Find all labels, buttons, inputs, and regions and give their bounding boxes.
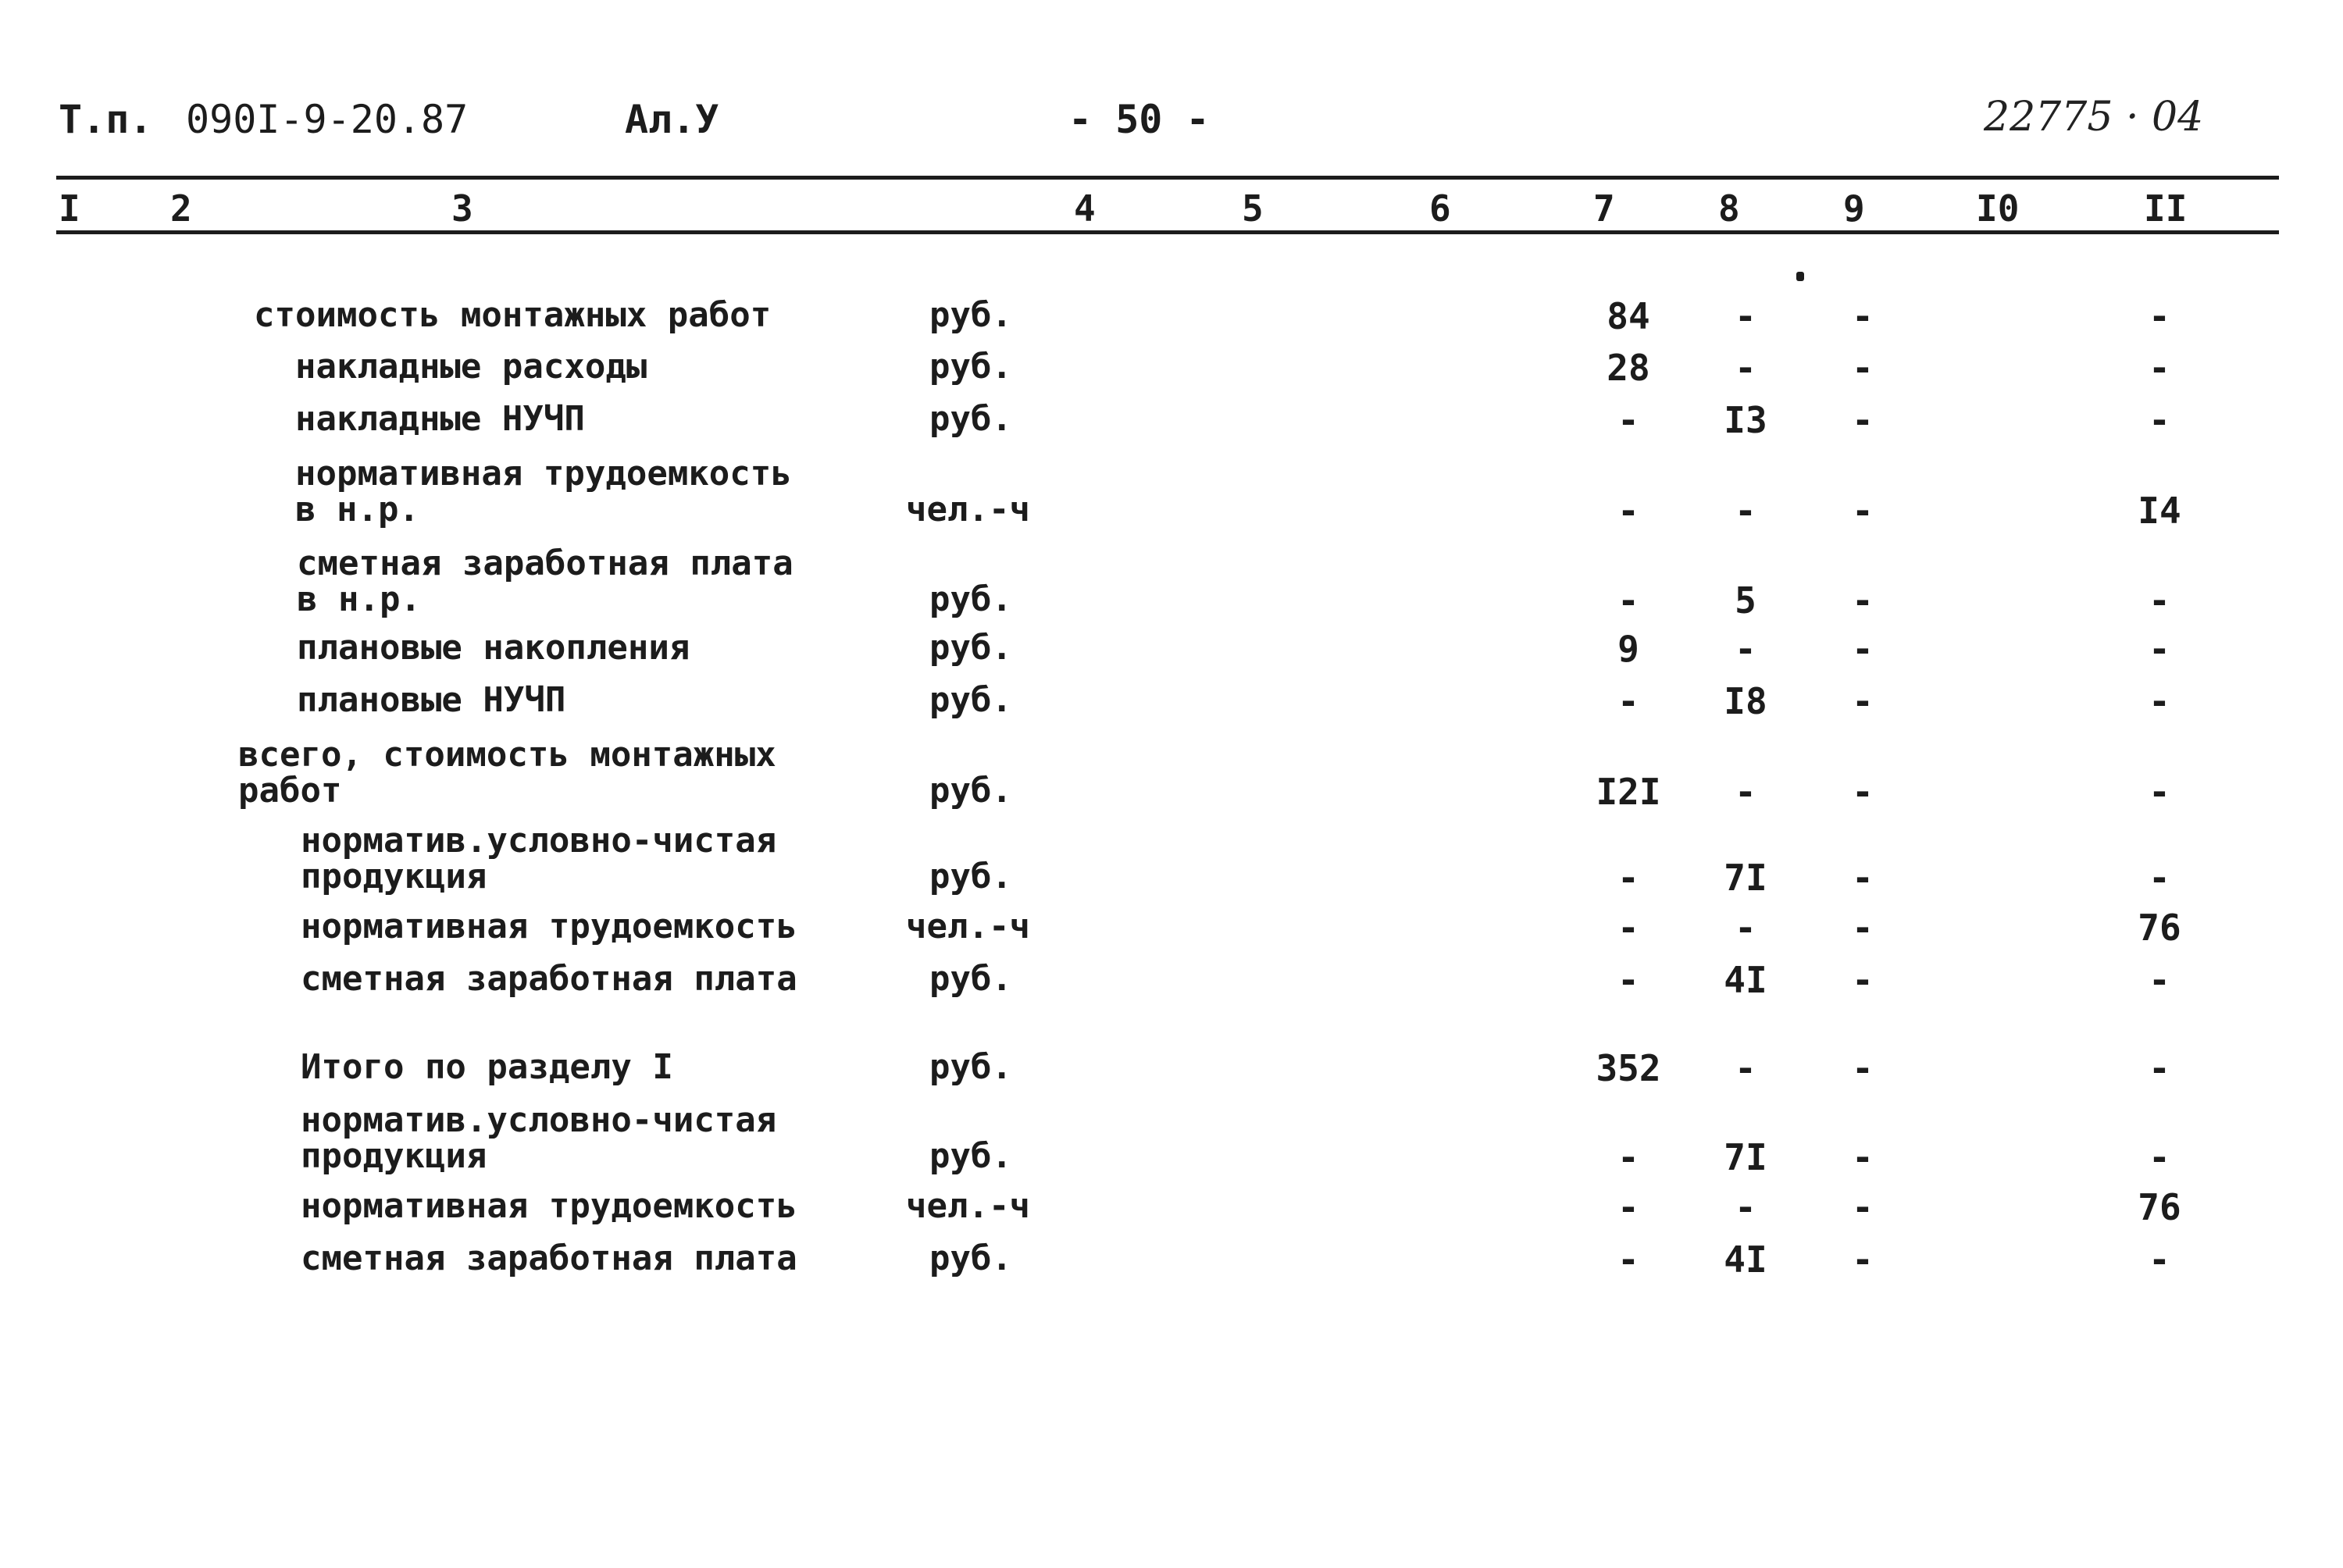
column-number: 6 (1429, 187, 1451, 230)
row-value-c11: - (2149, 1136, 2170, 1178)
row-value-c7: - (1617, 907, 1639, 949)
row-value-c9: - (1852, 771, 1874, 813)
row-label: накладные расходы (295, 347, 647, 387)
row-value-c7: - (1617, 399, 1639, 441)
row-value-c7: 28 (1607, 347, 1650, 389)
row-value-c11: 76 (2138, 907, 2181, 949)
row-value-c8: 4I (1724, 959, 1767, 1001)
row-label: в н.р. (295, 490, 419, 529)
column-number: 5 (1242, 187, 1264, 230)
row-value-c7: - (1617, 1136, 1639, 1178)
row-value-c11: - (2149, 347, 2170, 389)
row-value-c8: - (1735, 1186, 1756, 1228)
row-value-c9: - (1852, 907, 1874, 949)
row-value-c9: - (1852, 399, 1874, 441)
row-value-c11: - (2149, 579, 2170, 622)
column-number: 3 (451, 187, 473, 230)
row-label: в н.р. (297, 579, 421, 619)
row-label: нормативная трудоемкость (295, 454, 792, 494)
row-value-c8: - (1735, 347, 1756, 389)
row-label: накладные НУЧП (295, 399, 585, 439)
row-value-c9: - (1852, 579, 1874, 622)
column-number: I0 (1976, 187, 2020, 230)
inventory-number: 22775 · 04 (1984, 94, 2204, 141)
column-number: 2 (170, 187, 192, 230)
page-number: - 50 - (1068, 97, 1210, 142)
row-label: норматив.условно-чистая (301, 821, 777, 861)
row-value-c9: - (1852, 959, 1874, 1001)
row-unit: руб. (929, 347, 1012, 387)
row-value-c11: - (2149, 399, 2170, 441)
row-unit: руб. (929, 857, 1012, 896)
row-unit: руб. (929, 399, 1012, 439)
row-label: сметная заработная плата (301, 1238, 797, 1278)
column-number: 9 (1843, 187, 1865, 230)
row-unit: руб. (929, 1238, 1012, 1278)
row-value-c11: - (2149, 295, 2170, 337)
row-value-c7: - (1617, 959, 1639, 1001)
row-unit: руб. (929, 295, 1012, 335)
row-value-c11: - (2149, 857, 2170, 899)
row-value-c7: I2I (1596, 771, 1661, 813)
row-value-c9: - (1852, 1186, 1874, 1228)
row-value-c8: I3 (1724, 399, 1767, 441)
row-value-c8: 5 (1735, 579, 1756, 622)
row-value-c9: - (1852, 1238, 1874, 1281)
row-value-c8: - (1735, 490, 1756, 532)
column-number: 8 (1718, 187, 1740, 230)
header-rule-top (56, 176, 2279, 180)
doc-code: Т.п. (59, 97, 153, 142)
column-number: I (59, 187, 80, 230)
row-unit: чел.-ч (906, 490, 1030, 529)
project-number: 090I-9-20.87 (186, 97, 469, 142)
row-value-c11: - (2149, 771, 2170, 813)
ink-mark (1796, 272, 1804, 281)
row-value-c7: - (1617, 579, 1639, 622)
column-number: 7 (1593, 187, 1615, 230)
row-label: продукция (301, 857, 487, 896)
row-value-c7: - (1617, 1186, 1639, 1228)
row-unit: руб. (929, 579, 1012, 619)
row-value-c11: - (2149, 1047, 2170, 1089)
row-value-c8: I8 (1724, 680, 1767, 722)
row-value-c8: - (1735, 628, 1756, 670)
row-value-c7: 352 (1596, 1047, 1661, 1089)
row-value-c9: - (1852, 680, 1874, 722)
row-value-c9: - (1852, 628, 1874, 670)
row-value-c11: I4 (2138, 490, 2181, 532)
row-value-c11: - (2149, 959, 2170, 1001)
row-label: норматив.условно-чистая (301, 1100, 777, 1140)
row-value-c7: - (1617, 490, 1639, 532)
row-value-c8: - (1735, 907, 1756, 949)
row-unit: чел.-ч (906, 1186, 1030, 1226)
row-value-c7: 9 (1617, 628, 1639, 670)
row-label: всего, стоимость монтажных (238, 735, 776, 775)
column-number: II (2144, 187, 2188, 230)
row-label: плановые накопления (297, 628, 690, 668)
row-value-c7: - (1617, 857, 1639, 899)
row-value-c11: - (2149, 680, 2170, 722)
row-label: сметная заработная плата (301, 959, 797, 999)
row-value-c9: - (1852, 1047, 1874, 1089)
row-value-c8: - (1735, 771, 1756, 813)
row-unit: чел.-ч (906, 907, 1030, 946)
row-value-c8: 7I (1724, 1136, 1767, 1178)
row-unit: руб. (929, 680, 1012, 720)
row-value-c9: - (1852, 1136, 1874, 1178)
row-value-c8: 4I (1724, 1238, 1767, 1281)
row-value-c9: - (1852, 295, 1874, 337)
album-label: Ал.У (625, 97, 719, 142)
row-unit: руб. (929, 1136, 1012, 1176)
row-label: Итого по разделу I (301, 1047, 673, 1087)
row-unit: руб. (929, 771, 1012, 811)
row-value-c7: 84 (1607, 295, 1650, 337)
row-label: продукция (301, 1136, 487, 1176)
column-number: 4 (1074, 187, 1096, 230)
row-label: стоимость монтажных работ (254, 295, 772, 335)
row-value-c7: - (1617, 680, 1639, 722)
row-label: нормативная трудоемкость (301, 1186, 797, 1226)
row-value-c11: 76 (2138, 1186, 2181, 1228)
row-value-c8: - (1735, 295, 1756, 337)
row-unit: руб. (929, 1047, 1012, 1087)
row-value-c9: - (1852, 347, 1874, 389)
row-unit: руб. (929, 959, 1012, 999)
row-label: сметная заработная плата (297, 543, 793, 583)
row-value-c8: - (1735, 1047, 1756, 1089)
header-rule-bottom (56, 230, 2279, 234)
row-label: работ (238, 771, 342, 811)
row-value-c7: - (1617, 1238, 1639, 1281)
row-value-c11: - (2149, 628, 2170, 670)
row-value-c8: 7I (1724, 857, 1767, 899)
row-value-c11: - (2149, 1238, 2170, 1281)
row-unit: руб. (929, 628, 1012, 668)
row-value-c9: - (1852, 490, 1874, 532)
row-value-c9: - (1852, 857, 1874, 899)
row-label: плановые НУЧП (297, 680, 566, 720)
row-label: нормативная трудоемкость (301, 907, 797, 946)
